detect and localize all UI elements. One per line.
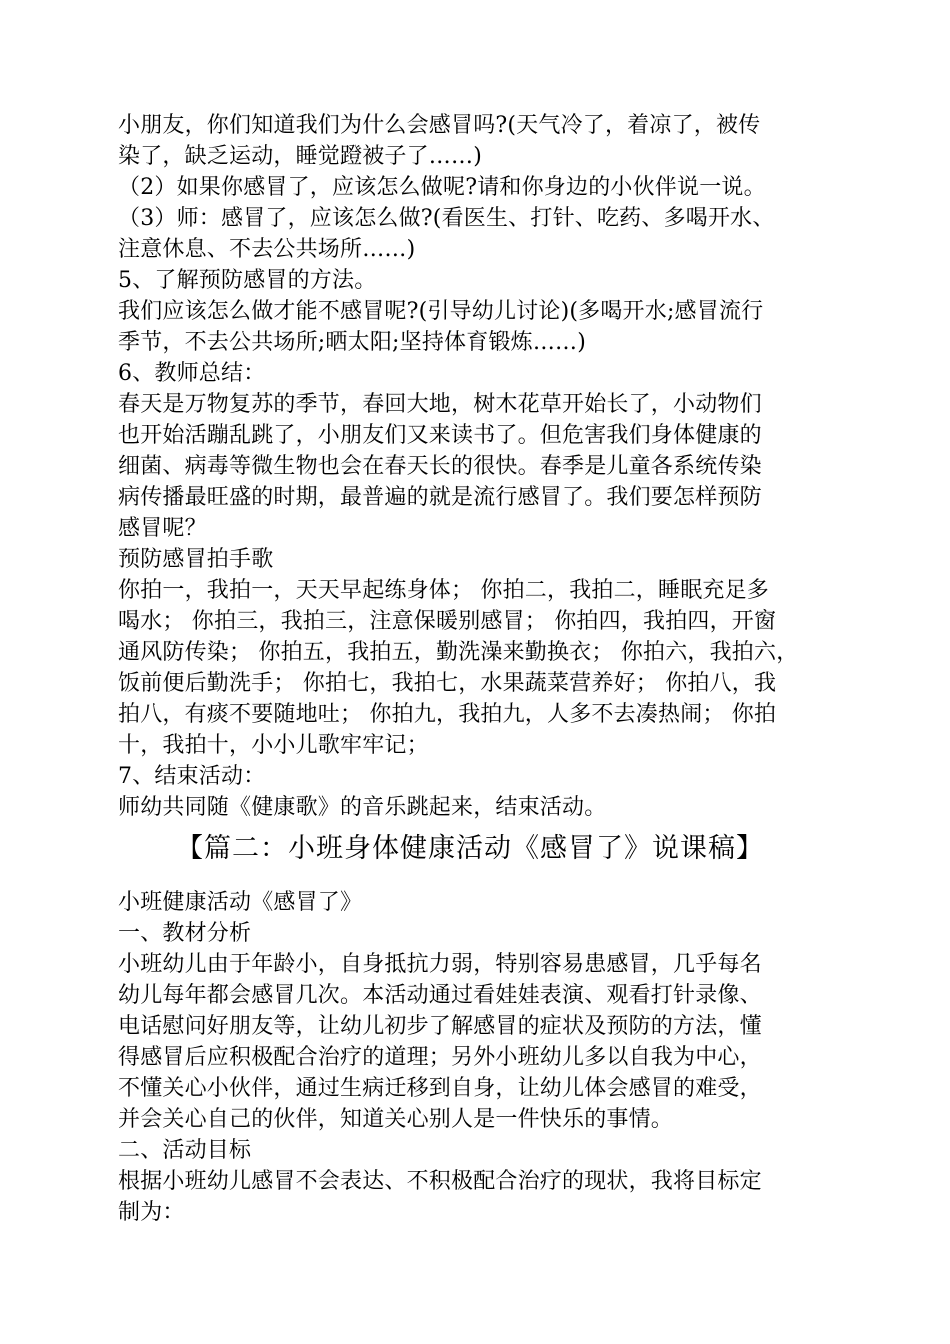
part-two-heading: 【篇二：小班身体健康活动《感冒了》说课稿】 xyxy=(176,833,764,864)
paragraph-line: 师幼共同随《健康歌》的音乐跳起来，结束活动。 xyxy=(118,795,607,820)
paragraph-line: 季节，不去公共场所;晒太阳;坚持体育锻炼……) xyxy=(118,330,587,355)
song-line: 通风防传染； 你拍五，我拍五，勤洗澡来勤换衣； 你拍六，我拍六， xyxy=(118,640,799,665)
section-heading-material-analysis: 一、教材分析 xyxy=(118,921,252,946)
paragraph-line: 得感冒后应积极配合治疗的道理；另外小班幼儿多以自我为中心， xyxy=(118,1045,762,1070)
song-line: 拍八，有痰不要随地吐； 你拍九，我拍九，人多不去凑热闹； 你拍 xyxy=(118,702,777,727)
paragraph-line: （3）师：感冒了，应该怎么做?(看医生、打针、吃药、多喝开水、 xyxy=(118,206,775,231)
song-line: 饭前便后勤洗手； 你拍七，我拍七，水果蔬菜营养好； 你拍八，我 xyxy=(118,671,777,696)
paragraph-line: 小班幼儿由于年龄小，自身抵抗力弱，特别容易患感冒，几乎每名 xyxy=(118,952,762,977)
paragraph-line: （2）如果你感冒了，应该怎么做呢?请和你身边的小伙伴说一说。 xyxy=(118,175,766,200)
document-body xyxy=(118,110,848,1228)
paragraph-line: 电话慰问好朋友等，让幼儿初步了解感冒的症状及预防的方法，懂 xyxy=(118,1014,762,1039)
section-heading-6: 6、教师总结： xyxy=(118,361,266,386)
song-line: 你拍一，我拍一，天天早起练身体； 你拍二，我拍二，睡眠充足多 xyxy=(118,578,769,603)
paragraph-line: 感冒呢？ xyxy=(118,516,207,541)
paragraph-line: 根据小班幼儿感冒不会表达、不积极配合治疗的现状，我将目标定 xyxy=(118,1169,762,1194)
paragraph-line: 病传播最旺盛的时期，最普遍的就是流行感冒了。我们要怎样预防 xyxy=(118,485,762,510)
lesson-title: 小班健康活动《感冒了》 xyxy=(118,890,363,915)
song-line: 喝水； 你拍三，我拍三，注意保暖别感冒； 你拍四，我拍四，开窗 xyxy=(118,609,777,634)
paragraph-line: 我们应该怎么做才能不感冒呢?(引导幼儿讨论)(多喝开水;感冒流行 xyxy=(118,299,764,324)
paragraph-line: 也开始活蹦乱跳了，小朋友们又来读书了。但危害我们身体健康的 xyxy=(118,423,762,448)
song-line: 十，我拍十，小小儿歌牢牢记； xyxy=(118,733,429,758)
section-heading-activity-goals: 二、活动目标 xyxy=(118,1138,252,1163)
paragraph-line: 并会关心自己的伙伴，知道关心别人是一件快乐的事情。 xyxy=(118,1107,674,1132)
paragraph-line: 不懂关心小伙伴，通过生病迁移到自身，让幼儿体会感冒的难受， xyxy=(118,1076,762,1101)
paragraph-line: 制为： xyxy=(118,1200,185,1225)
paragraph-line: 幼儿每年都会感冒几次。本活动通过看娃娃表演、观看打针录像、 xyxy=(118,983,762,1008)
paragraph-line: 染了，缺乏运动，睡觉蹬被子了……) xyxy=(118,144,482,169)
paragraph-line: 细菌、病毒等微生物也会在春天长的很快。春季是儿童各系统传染 xyxy=(118,454,762,479)
song-title: 预防感冒拍手歌 xyxy=(118,547,274,572)
paragraph-line: 注意休息、不去公共场所……) xyxy=(118,237,416,262)
section-heading-5: 5、了解预防感冒的方法。 xyxy=(118,268,377,293)
paragraph-line: 春天是万物复苏的季节，春回大地，树木花草开始长了，小动物们 xyxy=(118,392,762,417)
section-heading-7: 7、结束活动： xyxy=(118,764,266,789)
paragraph-line: 小朋友，你们知道我们为什么会感冒吗?(天气冷了，着凉了，被传 xyxy=(118,113,761,138)
